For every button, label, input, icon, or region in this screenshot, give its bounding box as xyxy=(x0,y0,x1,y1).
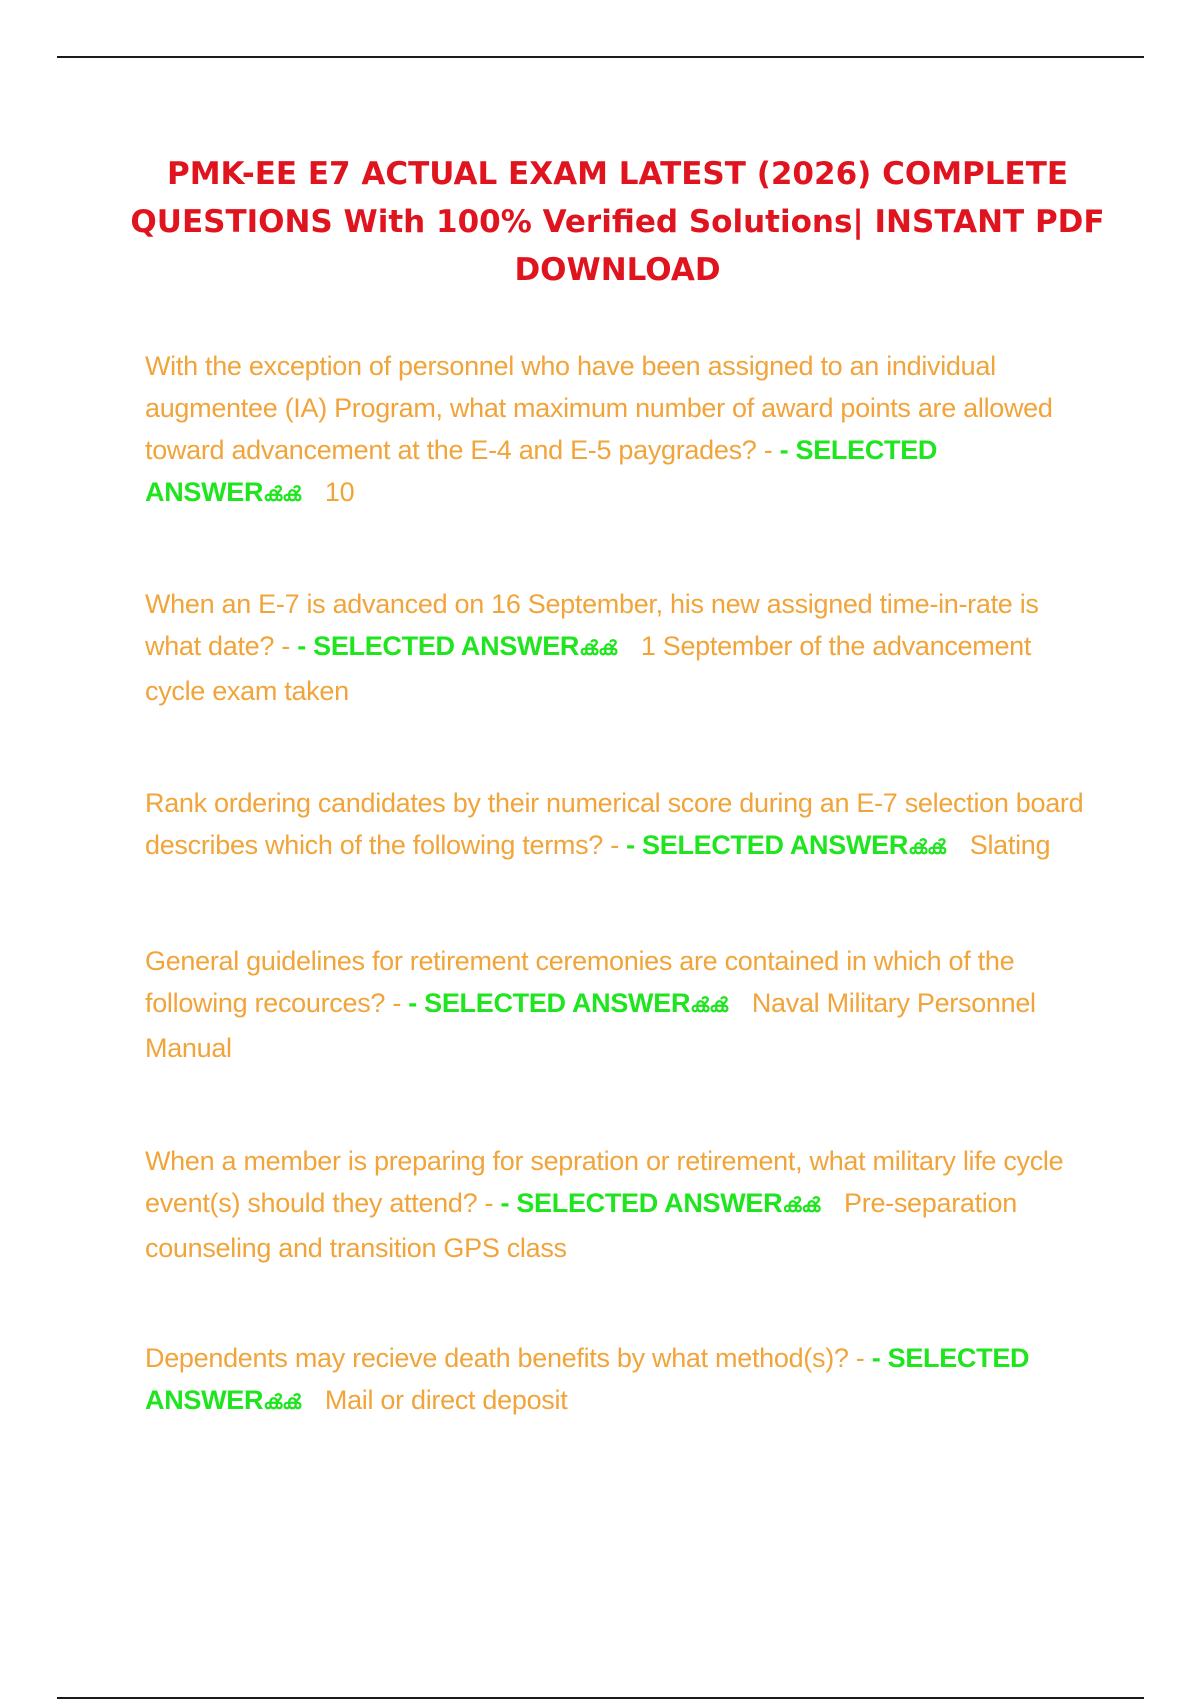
qa-item-1 xyxy=(145,345,1095,516)
top-divider xyxy=(57,56,1144,58)
qa-item-3 xyxy=(145,782,1095,869)
separator: - xyxy=(477,1188,501,1218)
answer-text: 10 xyxy=(324,477,355,507)
answer-text: Pre-separation counseling and transition GPS class xyxy=(145,1188,1017,1263)
qa-item-2 xyxy=(145,583,1095,712)
selected-answer-label: - SELECTED ANSWER xyxy=(626,830,909,860)
answer-text: Mail or direct deposit xyxy=(324,1385,568,1415)
marker-glyph: ൿൿ xyxy=(690,995,728,1017)
selected-answer-label: - SELECTED ANSWER xyxy=(500,1188,783,1218)
selected-answer-label: - SELECTED ANSWER xyxy=(297,631,580,661)
selected-answer-label: - SELECTED ANSWER xyxy=(145,1343,1030,1415)
qa-item-6 xyxy=(145,1337,1095,1424)
separator: - xyxy=(603,830,627,860)
question-text: General guidelines for retirement ceremonies are contained in which of the following recources? xyxy=(145,946,1015,1018)
answer-text: Slating xyxy=(969,830,1051,860)
answer-text: Naval Military Personnel Manual xyxy=(145,988,1036,1063)
marker-glyph: ൿൿ xyxy=(782,1195,821,1217)
question-text: Rank ordering candidates by their numerical score during an E-7 selection board describes which of the following terms? xyxy=(145,788,1084,860)
separator: - xyxy=(274,631,298,661)
answer-text: 1 September of the advancement cycle exam taken xyxy=(145,631,1032,706)
marker-glyph: ൿൿ xyxy=(263,484,301,506)
separator: - xyxy=(848,1343,872,1373)
qa-item-5 xyxy=(145,1140,1095,1269)
question-text: When a member is preparing for sepration or retirement, what military life cycle event(s) should they attend? xyxy=(145,1146,1064,1218)
marker-glyph: ൿൿ xyxy=(579,638,617,660)
question-text: With the exception of personnel who have been assigned to an individual augmentee (IA) Program, what maximum number of award points are allowed toward advancement at the E-4 and E-5 paygrades? xyxy=(145,351,1053,465)
separator: - xyxy=(756,435,780,465)
question-text: Dependents may recieve death benefits by what method(s)? xyxy=(145,1343,849,1373)
separator: - xyxy=(385,988,409,1018)
selected-answer-label: - SELECTED ANSWER xyxy=(145,435,938,507)
qa-item-4 xyxy=(145,940,1095,1069)
bottom-divider xyxy=(57,1697,1144,1699)
marker-glyph: ൿൿ xyxy=(263,1392,301,1414)
selected-answer-label: - SELECTED ANSWER xyxy=(408,988,691,1018)
question-text: When an E-7 is advanced on 16 September, his new assigned time-in-rate is what date? xyxy=(145,589,1039,661)
document-title: PMK-EE E7 ACTUAL EXAM LATEST (2026) COMPLETE QUESTIONS With 100% Verified Solutions| INSTANT PDF DOWNLOAD xyxy=(130,156,1105,288)
marker-glyph: ൿൿ xyxy=(908,837,946,859)
